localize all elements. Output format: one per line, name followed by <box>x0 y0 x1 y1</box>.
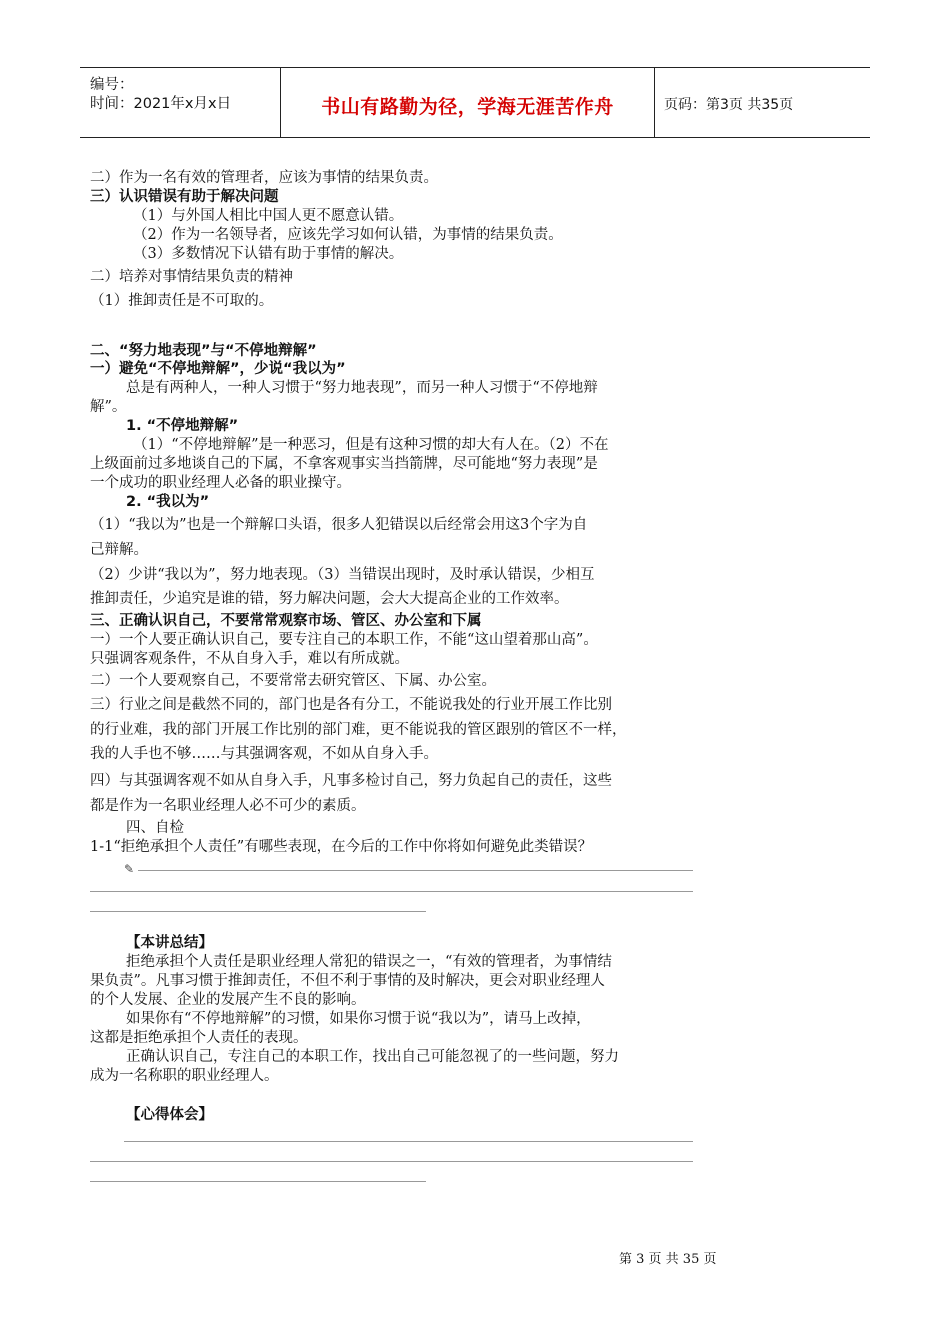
text-line: （1）“我以为”也是一个辩解口头语，很多人犯错误以后经常会用这3个字为自 <box>90 517 588 533</box>
text-line: 上级面前过多地谈自己的下属，不拿客观事实当挡箭牌，尽可能地“努力表现”是 <box>90 456 598 472</box>
sub-heading: 1. “不停地辩解” <box>126 418 239 434</box>
text-line: 二）培养对事情结果负责的精神 <box>90 269 293 285</box>
text-line: 都是作为一名职业经理人必不可少的素质。 <box>90 798 366 814</box>
page-info: 页码：第3页 共35页 <box>664 97 794 113</box>
sub-heading: 2. “我以为” <box>126 494 210 510</box>
header-meta-cell <box>80 68 281 137</box>
question-line: 1-1“拒绝承担个人责任”有哪些表现，在今后的工作中你将如何避免此类错误？ <box>90 839 593 855</box>
text-line: 这都是拒绝承担个人责任的表现。 <box>90 1030 308 1046</box>
section-heading: 三）认识错误有助于解决问题 <box>90 189 279 205</box>
text-line: 果负责”。凡事习惯于推卸责任，不但不利于事情的及时解决，更会对职业经理人 <box>90 973 605 989</box>
text-line: （3）多数情况下认错有助于事情的解决。 <box>133 246 404 262</box>
time-label: 时间：2021年x月x日 <box>90 96 232 112</box>
pen-icon: ✎ <box>124 862 135 876</box>
text-line: 如果你有“不停地辩解”的习惯，如果你习惯于说“我以为”，请马上改掉， <box>126 1011 591 1027</box>
text-line: 的个人发展、企业的发展产生不良的影响。 <box>90 992 366 1008</box>
page-footer: 第 3 页 共 35 页 <box>619 1252 717 1267</box>
text-line: 一个成功的职业经理人必备的职业操守。 <box>90 475 351 491</box>
chapter-heading: 三、正确认识自己，不要常常观察市场、管区、办公室和下属 <box>90 613 482 629</box>
motto: 书山有路勤为径，学海无涯苦作舟 <box>321 96 614 118</box>
chapter-heading: 二、“努力地表现”与“不停地辩解” <box>90 343 317 359</box>
text-line: 一）一个人要正确认识自己，要专注自己的本职工作，不能“这山望着那山高”。 <box>90 632 598 648</box>
text-line: （2）少讲“我以为”，努力地表现。（3）当错误出现时，及时承认错误，少相互 <box>90 567 595 583</box>
text-line: （2）作为一名领导者，应该先学习如何认错，为事情的结果负责。 <box>133 227 563 243</box>
text-line: 己辩解。 <box>90 542 148 558</box>
text-line: （1）与外国人相比中国人更不愿意认错。 <box>133 208 404 224</box>
answer-line <box>90 911 426 912</box>
summary-heading: 【本讲总结】 <box>126 935 213 951</box>
text-line: 只强调客观条件，不从自身入手，难以有所成就。 <box>90 651 409 667</box>
text-line: 二）一个人要观察自己，不要常常去研究管区、下属、办公室。 <box>90 673 496 689</box>
text-line: 我的人手也不够……与其强调客观，不如从自身入手。 <box>90 746 438 762</box>
number-label: 编号： <box>90 77 134 93</box>
header-motto-cell <box>281 68 655 137</box>
text-line: 总是有两种人，一种人习惯于“努力地表现”，而另一种人习惯于“不停地辩 <box>126 380 598 396</box>
notes-heading: 【心得体会】 <box>126 1107 213 1123</box>
document-header <box>80 67 870 138</box>
text-line: 四）与其强调客观不如从自身入手，凡事多检讨自己，努力负起自己的责任，这些 <box>90 773 612 789</box>
text-line: 二）作为一名有效的管理者，应该为事情的结果负责。 <box>90 170 438 186</box>
text-line: 拒绝承担个人责任是职业经理人常犯的错误之一，“有效的管理者，为事情结 <box>126 954 612 970</box>
text-line: 解”。 <box>90 399 127 415</box>
text-line: 正确认识自己，专注自己的本职工作，找出自己可能忽视了的一些问题，努力 <box>126 1049 619 1065</box>
notes-line <box>124 1141 693 1142</box>
section-heading: 一）避免“不停地辩解”，少说“我以为” <box>90 361 346 377</box>
text-line: （1）“不停地辩解”是一种恶习，但是有这种习惯的却大有人在。（2）不在 <box>133 437 609 453</box>
answer-line <box>138 870 693 871</box>
notes-line <box>90 1181 426 1182</box>
text-line: 成为一名称职的职业经理人。 <box>90 1068 279 1084</box>
notes-line <box>90 1161 693 1162</box>
text-line: 的行业难，我的部门开展工作比别的部门难，更不能说我的管区跟别的管区不一样， <box>90 722 627 738</box>
text-line: （1）推卸责任是不可取的。 <box>90 293 274 309</box>
text-line: 三）行业之间是截然不同的，部门也是各有分工，不能说我处的行业开展工作比别 <box>90 697 612 713</box>
chapter-heading: 四、自检 <box>126 820 184 836</box>
answer-line <box>90 891 693 892</box>
text-line: 推卸责任，少追究是谁的错，努力解决问题，会大大提高企业的工作效率。 <box>90 591 569 607</box>
